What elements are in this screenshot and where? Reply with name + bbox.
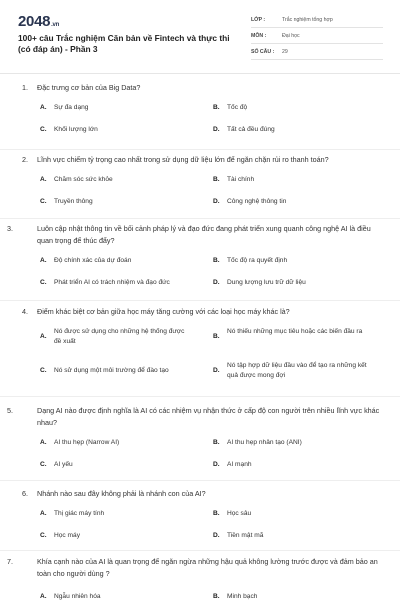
- option-text: Sự đa dạng: [54, 104, 89, 111]
- meta-value: 29: [282, 48, 288, 55]
- question-stem: Đặc trưng cơ bản của Big Data?: [37, 83, 141, 92]
- question-number: 7.: [7, 557, 13, 566]
- question-item: [0, 551, 400, 600]
- option-c[interactable]: [40, 278, 200, 288]
- question-item: [0, 301, 400, 397]
- option-text: AI mạnh: [227, 461, 252, 468]
- option-letter: D.: [213, 279, 220, 286]
- document-meta: [251, 12, 383, 60]
- question-text: [22, 488, 382, 500]
- option-b[interactable]: [213, 103, 373, 113]
- option-text: Tài chính: [227, 176, 255, 183]
- option-b[interactable]: [213, 592, 373, 600]
- option-letter: B.: [213, 510, 220, 517]
- option-letter: D.: [213, 532, 220, 539]
- option-letter: A.: [40, 257, 47, 264]
- option-d[interactable]: [213, 125, 373, 135]
- option-c[interactable]: [40, 531, 200, 541]
- option-text: Học máy: [54, 532, 81, 539]
- question-stem: Khía cạnh nào của AI là quan trọng để ngăn ngừa những hậu quả không lường trước được và đảm bảo an toàn cho người dùng ?: [37, 557, 378, 578]
- option-d[interactable]: [213, 460, 373, 470]
- option-a[interactable]: [40, 175, 200, 185]
- option-text: Dung lượng lưu trữ dữ liệu: [227, 279, 306, 286]
- option-c[interactable]: [40, 460, 200, 470]
- option-letter: B.: [213, 176, 220, 183]
- question-number: 3.: [7, 224, 13, 233]
- option-text: Độ chính xác của dự đoán: [54, 257, 132, 264]
- option-text: Tốc độ ra quyết định: [227, 257, 288, 264]
- option-letter: D.: [213, 198, 220, 205]
- question-stem: Luôn cập nhật thông tin về bối cảnh pháp lý và đạo đức đang phát triển xung quanh công nghệ AI là điều quan trọng để thúc đẩy?: [37, 224, 371, 245]
- question-item: [0, 74, 400, 150]
- logo-suffix: .vn: [51, 22, 59, 28]
- question-number: 1.: [22, 83, 28, 92]
- option-b[interactable]: [213, 327, 373, 340]
- option-a[interactable]: [40, 256, 200, 266]
- question-item: [0, 219, 400, 301]
- option-text: Nó tập hợp dữ liệu đầu vào để tạo ra những kết quả được mong đợi: [227, 362, 367, 379]
- option-letter: C.: [40, 279, 47, 286]
- question-text: [7, 223, 382, 247]
- option-letter: B.: [213, 333, 220, 340]
- option-a[interactable]: [40, 103, 200, 113]
- question-stem: Dạng AI nào được định nghĩa là AI có các nhiệm vụ nhận thức ở cấp độ con người trên nhiều lĩnh vực khác nhau?: [37, 406, 380, 427]
- question-text: [7, 405, 382, 429]
- logo-text: 2048: [18, 13, 51, 30]
- question-text: [22, 306, 382, 318]
- option-c[interactable]: [40, 197, 200, 207]
- option-a[interactable]: [40, 592, 200, 600]
- option-c[interactable]: [40, 366, 190, 376]
- option-text: Chăm sóc sức khỏe: [54, 176, 113, 183]
- option-letter: A.: [40, 176, 47, 183]
- option-text: AI yếu: [54, 461, 73, 468]
- question-text: [22, 82, 382, 94]
- question-number: 6.: [22, 489, 28, 498]
- option-c[interactable]: [40, 125, 200, 135]
- question-text: [22, 154, 382, 166]
- option-text: AI thu hẹp (Narrow AI): [54, 439, 120, 446]
- option-b[interactable]: [213, 438, 373, 448]
- option-text: Truyền thông: [54, 198, 93, 205]
- option-text: Tất cả đều đúng: [227, 126, 275, 133]
- option-text: Nó sử dụng một môi trường để đào tạo: [54, 367, 169, 374]
- question-number: 5.: [7, 406, 13, 415]
- option-letter: A.: [40, 333, 47, 340]
- option-text: Minh bạch: [227, 593, 258, 600]
- option-text: Thị giác máy tính: [54, 510, 105, 517]
- option-letter: C.: [40, 461, 47, 468]
- meta-row-subject: [251, 28, 383, 44]
- option-letter: B.: [213, 593, 220, 600]
- question-number: 4.: [22, 307, 28, 316]
- option-letter: D.: [213, 461, 220, 468]
- option-text: Nó thiếu những mục tiêu hoặc các biến đầu ra: [227, 328, 363, 335]
- option-letter: A.: [40, 593, 47, 600]
- option-text: Khối lượng lớn: [54, 126, 98, 133]
- option-letter: B.: [213, 257, 220, 264]
- option-letter: A.: [40, 439, 47, 446]
- option-d[interactable]: [213, 278, 373, 288]
- question-item: [0, 481, 400, 551]
- option-text: Tốc độ: [227, 104, 248, 111]
- option-letter: C.: [40, 532, 47, 539]
- question-item: [0, 150, 400, 219]
- option-text: Công nghệ thông tin: [227, 198, 287, 205]
- option-text: Phát triển AI có trách nhiệm và đạo đức: [54, 279, 170, 286]
- option-text: Ngẫu nhiên hóa: [54, 593, 101, 600]
- option-letter: D.: [213, 126, 220, 133]
- option-letter: C.: [40, 198, 47, 205]
- option-letter: A.: [40, 104, 47, 111]
- option-d[interactable]: [213, 531, 373, 541]
- option-text: AI thu hẹp nhân tạo (ANI): [227, 439, 302, 446]
- question-text: [7, 556, 382, 580]
- meta-value: Đại học: [282, 32, 300, 39]
- option-letter: A.: [40, 510, 47, 517]
- meta-row-class: [251, 12, 383, 28]
- option-a[interactable]: [40, 327, 190, 347]
- option-text: Tiền mật mã: [227, 532, 264, 539]
- question-stem: Lĩnh vực chiếm tỷ trọng cao nhất trong sử dụng dữ liệu lớn để ngăn chặn rủi ro thanh toán?: [37, 155, 329, 164]
- question-stem: Điểm khác biệt cơ bản giữa học máy tăng cường với các loại học máy khác là?: [37, 307, 290, 316]
- meta-key: MÔN :: [251, 32, 267, 39]
- question-item: [0, 397, 400, 481]
- page-title: 100+ câu Trắc nghiệm Căn bản về Fintech và thực thi (có đáp án) - Phần 3: [18, 33, 230, 54]
- option-letter: C.: [40, 126, 47, 133]
- page-header: [0, 0, 400, 74]
- option-letter: D.: [213, 367, 220, 374]
- option-letter: B.: [213, 439, 220, 446]
- meta-key: SỐ CÂU :: [251, 48, 275, 55]
- option-letter: C.: [40, 367, 47, 374]
- option-letter: B.: [213, 104, 220, 111]
- option-b[interactable]: [213, 175, 373, 185]
- option-d[interactable]: [213, 197, 373, 207]
- option-text: Nó được sử dụng cho những hệ thống được đề xuất: [54, 328, 185, 345]
- meta-value: Trắc nghiệm tổng hợp: [282, 16, 333, 23]
- question-number: 2.: [22, 155, 28, 164]
- option-b[interactable]: [213, 509, 373, 519]
- option-a[interactable]: [40, 438, 200, 448]
- meta-key: LỚP :: [251, 16, 266, 23]
- option-b[interactable]: [213, 256, 373, 266]
- question-stem: Nhánh nào sau đây không phải là nhánh con của AI?: [37, 489, 206, 498]
- option-a[interactable]: [40, 509, 200, 519]
- option-d[interactable]: [213, 361, 373, 381]
- site-logo[interactable]: [18, 13, 59, 30]
- meta-row-count: [251, 44, 383, 60]
- option-text: Học sâu: [227, 510, 252, 517]
